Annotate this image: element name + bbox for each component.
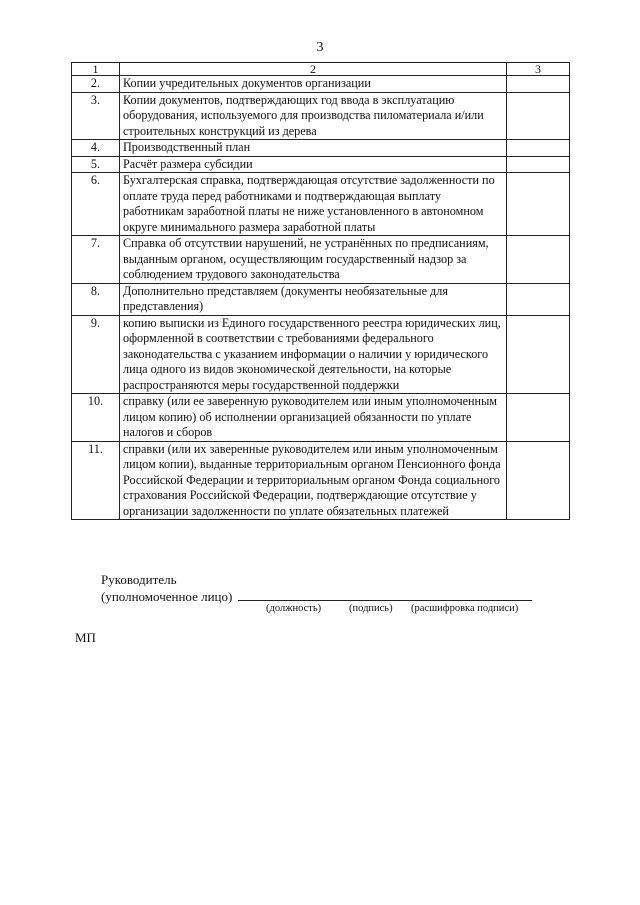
row-text: Копии учредительных документов организации bbox=[120, 76, 507, 93]
row-text: Производственный план bbox=[120, 140, 507, 157]
row-text: Справка об отсутствии нарушений, не устранённых по предписаниям, выданным органом, осуществляющим государственный надзор за соблюдением трудового законодательства bbox=[120, 236, 507, 284]
row-number: 9. bbox=[72, 315, 120, 394]
row-number: 6. bbox=[72, 173, 120, 236]
row-col3 bbox=[507, 394, 570, 442]
row-col3 bbox=[507, 156, 570, 173]
row-number: 4. bbox=[72, 140, 120, 157]
row-text: Расчёт размера субсидии bbox=[120, 156, 507, 173]
seal-mark: МП bbox=[75, 630, 96, 645]
row-col3 bbox=[507, 173, 570, 236]
row-text: справку (или ее заверенную руководителем или иным уполномоченным лицом копию) об исполнении организацией обязанности по уплате налогов и сборов bbox=[120, 394, 507, 442]
table-row bbox=[72, 140, 570, 157]
row-number: 10. bbox=[72, 394, 120, 442]
table-row bbox=[72, 394, 570, 442]
signatory-title-line1: Руководитель bbox=[101, 572, 177, 587]
caption-signature: (подпись) bbox=[349, 603, 393, 614]
row-col3 bbox=[507, 283, 570, 315]
table-row bbox=[72, 76, 570, 93]
signatory-title bbox=[101, 571, 232, 605]
table-row bbox=[72, 441, 570, 520]
row-text: справки (или их заверенные руководителем или иным уполномоченным лицом копии), выданные территориальным органом Пенсионного фонда Российской Федерации и территориальным органом Фонда социального страхования Российской Федерации, подтверждающие отсутствие у организации задолженности по уплате обязательных платежей bbox=[120, 441, 507, 520]
row-col3 bbox=[507, 441, 570, 520]
row-number: 11. bbox=[72, 441, 120, 520]
row-col3 bbox=[507, 315, 570, 394]
caption-decoding: (расшифровка подписи) bbox=[411, 603, 519, 614]
row-col3 bbox=[507, 92, 570, 140]
caption-position: (должность) bbox=[266, 603, 322, 614]
row-number: 2. bbox=[72, 76, 120, 93]
row-number: 8. bbox=[72, 283, 120, 315]
header-cell-1: 1 bbox=[72, 63, 120, 76]
table-row bbox=[72, 283, 570, 315]
table-header-row bbox=[72, 63, 570, 76]
row-col3 bbox=[507, 236, 570, 284]
signatory-title-line2: (уполномоченное лицо) bbox=[101, 589, 233, 604]
table-row bbox=[72, 236, 570, 284]
header-cell-2: 2 bbox=[120, 63, 507, 76]
table-row bbox=[72, 315, 570, 394]
row-number: 7. bbox=[72, 236, 120, 284]
documents-table bbox=[71, 62, 570, 520]
row-text: Бухгалтерская справка, подтверждающая отсутствие задолженности по оплате труда перед работниками и подтверждающая выплату работникам заработной платы не ниже установленного в автономном округе минимального размера заработной платы bbox=[120, 173, 507, 236]
table-row bbox=[72, 173, 570, 236]
row-text: Копии документов, подтверждающих год ввода в эксплуатацию оборудования, используемого для производства пиломатериала и/или строительных конструкций из дерева bbox=[120, 92, 507, 140]
header-cell-3: 3 bbox=[507, 63, 570, 76]
row-col3 bbox=[507, 140, 570, 157]
row-number: 3. bbox=[72, 92, 120, 140]
row-text: Дополнительно представляем (документы необязательные для представления) bbox=[120, 283, 507, 315]
row-number: 5. bbox=[72, 156, 120, 173]
table-row bbox=[72, 92, 570, 140]
row-col3 bbox=[507, 76, 570, 93]
page-number: 3 bbox=[316, 40, 324, 55]
table-row bbox=[72, 156, 570, 173]
signature-line bbox=[238, 600, 532, 601]
row-text: копию выписки из Единого государственного реестра юридических лиц, оформленной в соответствии с требованиями федерального законодательства с указанием информации о наличии у юридического лица одного из видов экономической деятельности, на которые распространяются меры государственной поддержки bbox=[120, 315, 507, 394]
